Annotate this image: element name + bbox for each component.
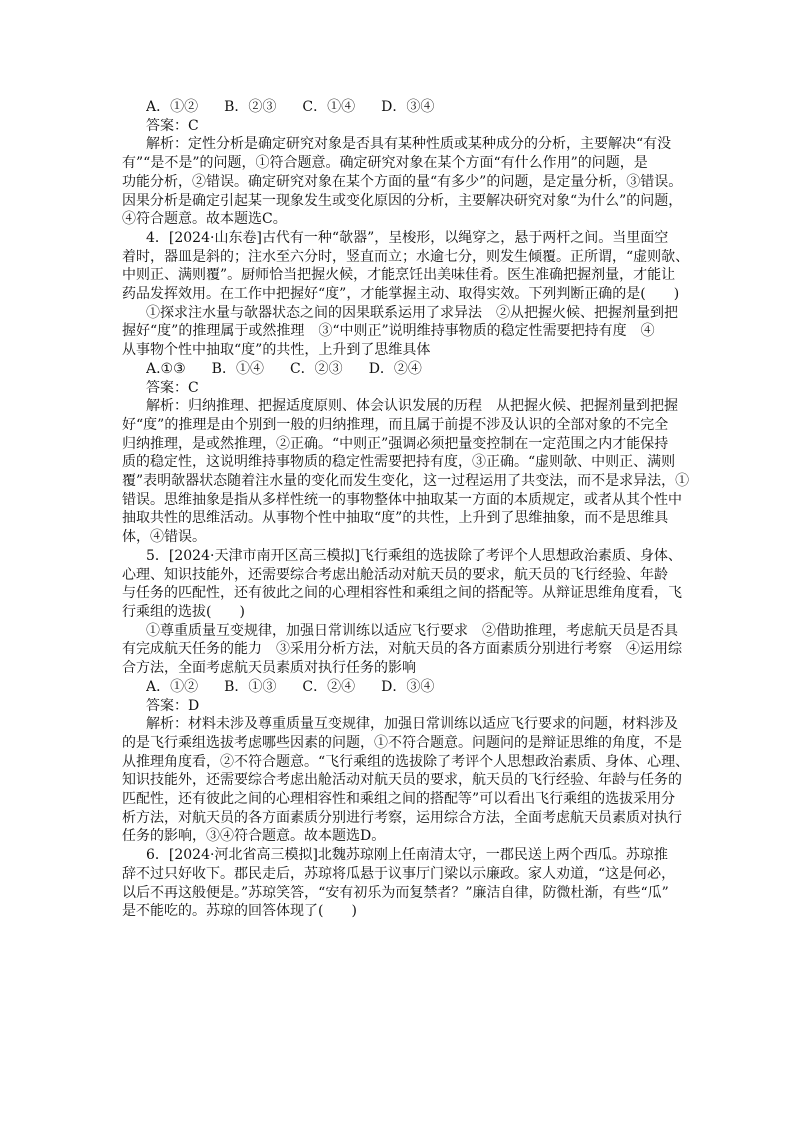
q5-stem-line: 心理、知识技能外，还需要综合考虑出舱活动对航天员的要求，航天员的飞行经验、年龄 [122, 566, 668, 583]
q4-stem-line: 药品发挥效用。在工作中把握好“度”，才能掌握主动、取得实效。下列判断正确的是( ) [122, 286, 680, 303]
q4-stem-line: 着时，器皿是斜的；注水至六分时，竖直而立；水逾七分，则发生倾覆。正所谓，“虚则欹、 [122, 248, 690, 265]
q4-analysis-line: 抽取共性的思维活动。从事物个性中抽取“度”的共性，上升到了思维抽象，而不是思维具 [122, 510, 669, 527]
q4-choice-line: 握好“度”的推理属于或然推理 ③“中则正”说明维持事物质的稳定性需要把持有度 ④ [122, 323, 655, 340]
option-c: C．②④ [302, 678, 356, 695]
q4-analysis-line: 体，④错误。 [122, 529, 206, 546]
option-c: C．①④ [302, 99, 356, 115]
q3-analysis-line: 解析：定性分析是确定研究对象是否具有某种性质或某种成分的分析，主要解决“有没 [146, 136, 672, 153]
q3-answer: 答案：C [146, 117, 199, 134]
q3-options [146, 98, 694, 117]
q6-stem-line: 辞不过只好收下。郡民走后，苏琼将瓜悬于议事厅门梁以示廉政。家人劝道，“这是何必， [122, 865, 676, 882]
q4-stem-line: 4．[2024·山东卷]古代有一种“欹器”，呈梭形，以绳穿之，悬于两杆之间。当里面空 [146, 229, 669, 246]
option-d: D．③④ [381, 99, 435, 115]
q5-answer: 答案：D [146, 697, 200, 714]
q4-choice-line: 从事物个性中抽取“度”的共性，上升到了思维具体 [122, 342, 431, 359]
option-c: C．②③ [289, 360, 343, 377]
q5-analysis-line: 析方法，对航天员的各方面素质分别进行考察，运用综合方法，全面考虑航天员素质对执行 [122, 809, 682, 826]
q4-answer: 答案：C [146, 379, 199, 396]
q4-choice-line: ①探求注水量与欹器状态之间的因果联系运用了求异法 ②从把握火候、把握剂量到把 [146, 304, 678, 321]
q3-analysis-line: 功能分析，②错误。确定研究对象在某个方面的量“有多少”的问题，是定量分析，③错误。 [122, 173, 683, 190]
option-a: A.①③ [146, 360, 186, 377]
q4-stem-line: 中则正、满则覆”。厨师恰当把握火候，才能烹饪出美味佳肴。医生准确把握剂量，才能让 [122, 267, 676, 284]
q4-analysis-line: 质的稳定性，这说明维持事物质的稳定性需要把持有度，③正确。“虚则欹、中则正、满则 [122, 454, 676, 471]
q4-analysis-line: 覆”表明欹器状态随着注水量的变化而发生变化，这一过程运用了共变法，而不是求异法，① [122, 473, 690, 490]
q5-analysis-line: 知识技能外，还需要综合考虑出舱活动对航天员的要求，航天员的飞行经验、年龄与任务的 [122, 772, 682, 789]
q4-options [146, 360, 694, 379]
option-d: D．②④ [368, 360, 422, 377]
q4-analysis-line: 解析：归纳推理、把握适度原则、体会认识发展的历程 从把握火候、把握剂量到把握 [146, 398, 678, 415]
option-d: D．③④ [381, 678, 435, 695]
q5-analysis-line: 的是飞行乘组选拔考虑哪些因素的问题，①不符合题意。问题问的是辩证思维的角度，不是 [122, 734, 682, 751]
q6-stem-line: 是不能吃的。苏琼的回答体现了( ) [122, 903, 357, 920]
option-b: B．②③ [224, 99, 277, 115]
option-a: A．①② [146, 678, 199, 695]
q5-analysis-line: 任务的影响，③④符合题意。故本题选D。 [122, 828, 386, 845]
q5-stem-line: 与任务的匹配性，还有彼此之间的心理相容性和乘组之间的搭配等。从辩证思维角度看，飞 [122, 585, 682, 602]
q3-analysis-line: 有”“是不是”的问题，①符合题意。确定研究对象在某个方面“有什么作用”的问题，是 [122, 155, 648, 172]
q3-analysis-line: ④符合题意。故本题选C。 [122, 211, 287, 228]
q4-analysis-line: 归纳推理，是或然推理，②正确。“中则正”强调必须把量变控制在一定范围之内才能保持 [122, 435, 669, 452]
option-a: A．①② [146, 99, 199, 115]
q5-stem-line: 5．[2024·天津市南开区高三模拟]飞行乘组的选拔除了考评个人思想政治素质、身体、 [146, 547, 682, 564]
option-b: B．①③ [224, 678, 277, 695]
q4-analysis-line: 错误。思维抽象是指从多样性统一的事物整体中抽取某一方面的本质规定，或者从其个性中 [122, 491, 682, 508]
q4-analysis-line: 好“度”的推理是由个别到一般的归纳推理，而且属于前提不涉及认识的全部对象的不完全 [122, 416, 669, 433]
q5-choice-line: 合方法，全面考虑航天员素质对执行任务的影响 [122, 660, 416, 677]
option-b: B．①④ [211, 360, 264, 377]
q5-choice-line: 有完成航天任务的能力 ③采用分析方法，对航天员的各方面素质分别进行考察 ④运用综 [122, 641, 682, 658]
q5-options [146, 678, 694, 697]
q3-analysis-line: 因果分析是确定引起某一现象发生或变化原因的分析，主要解决研究对象“为什么”的问题， [122, 192, 683, 209]
q5-analysis-line: 匹配性，还有彼此之间的心理相容性和乘组之间的搭配等”可以看出飞行乘组的选拔采用分 [122, 791, 676, 808]
q5-choice-line: ①尊重质量互变规律，加强日常训练以适应飞行要求 ②借助推理，考虑航天员是否具 [146, 622, 678, 639]
q6-stem-line: 以后不再这般便是。”苏琼笑答，“安有初乐为而复禁者？”廉洁自律，防微杜渐，有些“瓜” [122, 884, 669, 901]
q5-analysis-line: 解析：材料未涉及尊重质量互变规律，加强日常训练以适应飞行要求的问题，材料涉及 [146, 716, 678, 733]
q5-analysis-line: 从推理角度看，②不符合题意。“飞行乘组的选拔除了考评个人思想政治素质、身体、心理、 [122, 753, 690, 770]
q6-stem-line: 6．[2024·河北省高三模拟]北魏苏琼刚上任南清太守，一郡民送上两个西瓜。苏琼推 [146, 847, 668, 864]
q5-stem-line: 行乘组的选拔( ) [122, 603, 245, 620]
